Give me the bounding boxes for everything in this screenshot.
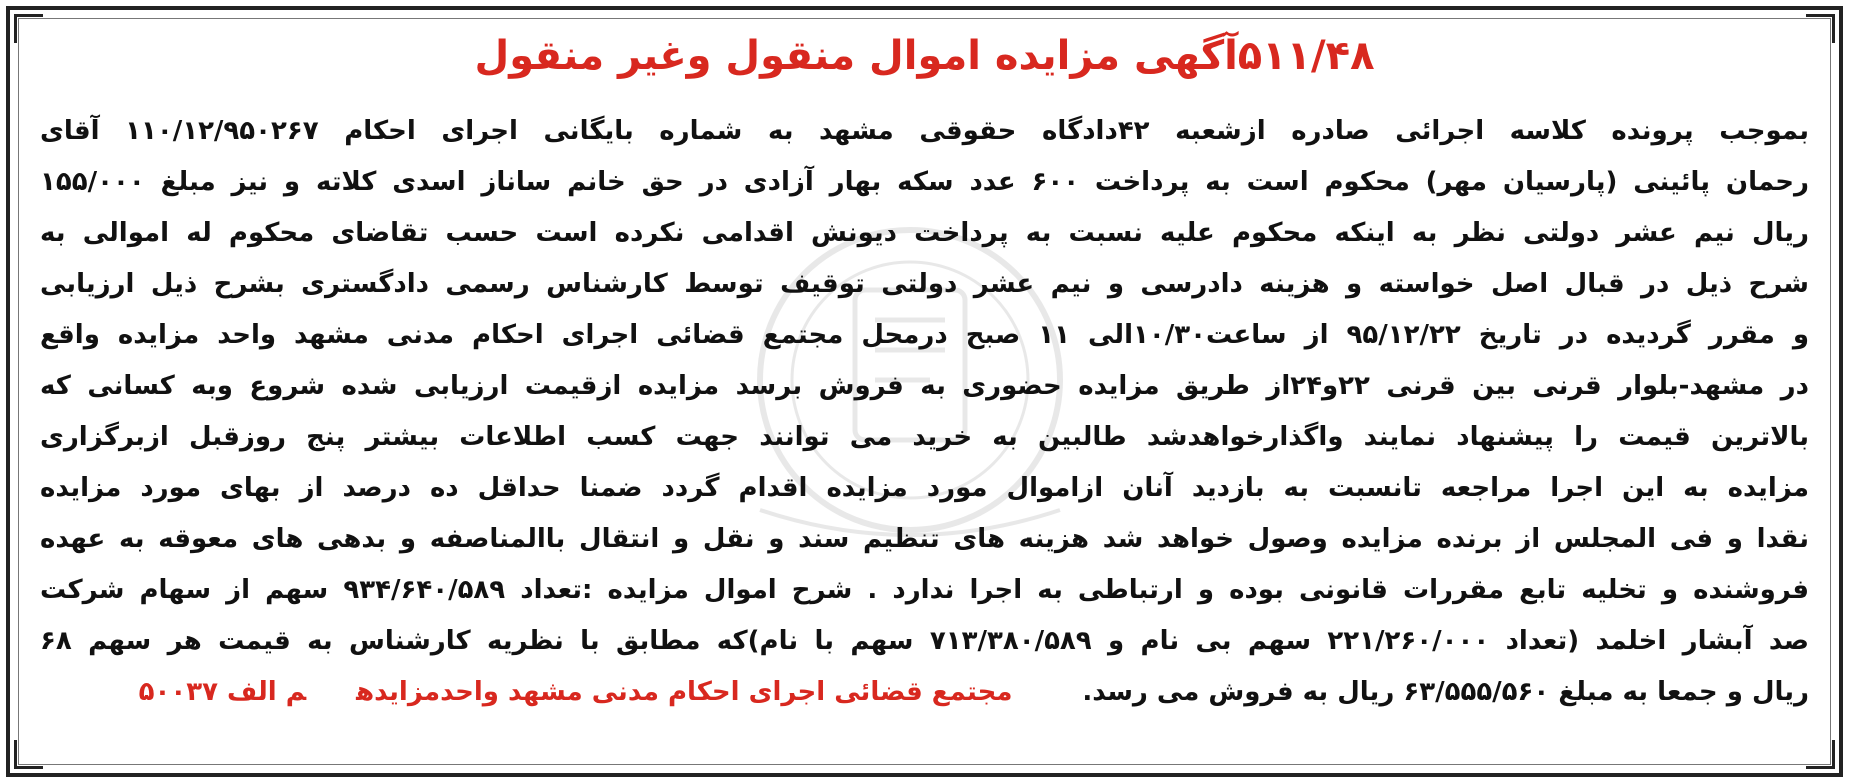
body-line: ریال و جمعا به مبلغ ۶۳/۵۵۵/۵۶۰ ریال به فروش می رسد.	[1082, 677, 1809, 707]
body-line: فروشنده و تخلیه تابع مقررات قانونی بوده و ارتباطی به اجرا ندارد . شرح اموال مزایده :تعداد ۹۳۴/۶۴۰/۵۸۹ سهم از سهام شرکت	[40, 575, 1809, 605]
body-line: و مقرر گردیده در تاریخ ۹۵/۱۲/۲۲ از ساعت۱۰/۳۰الی ۱۱ صبح درمحل مجتمع قضائی اجرای احکام مدنی مشهد واحد مزایده واقع	[40, 320, 1809, 350]
body-line: رحمان پائینی (پارسیان مهر) محکوم است به پرداخت ۶۰۰ عدد سکه بهار آزادی در حق خانم ساناز اسدی کلاته و نیز مبلغ ۱۵۵/۰۰۰	[40, 167, 1809, 197]
notice-title: ۵۱۱/۴۸آگهی مزایده اموال منقول وغیر منقول	[474, 33, 1375, 79]
body-line: ریال نیم عشر دولتی نظر به اینکه محکوم علیه نسبت به پرداخت دیونش اقدامی نکرده است حسب تقاضای محکوم له اموالی به	[40, 218, 1809, 248]
body-line: شرح ذیل در قبال اصل خواسته و هزینه دادرسی و نیم عشر دولتی توقیف توسط کارشناس رسمی دادگستری بشرح ذیل ارزیابی	[40, 269, 1809, 299]
body-line: بالاترین قیمت را پیشنهاد نمایند واگذارخواهدشد طالبین به خرید می توانند جهت کسب اطلاعات بیشتر پنج روزقبل ازبرگزاری	[40, 422, 1809, 452]
corner-ornament	[14, 14, 43, 43]
corner-ornament	[1806, 740, 1835, 769]
body-line: صد آبشار اخلمد (تعداد ۲۲۱/۲۶۰/۰۰۰ سهم بی نام و ۷۱۳/۳۸۰/۵۸۹ سهم با نام)که مطابق با نظریه کارشناس به قیمت هر سهم ۶۸	[40, 626, 1809, 656]
notice-body	[40, 106, 1809, 718]
body-line: نقدا و فی المجلس از برنده مزایده وصول خواهد شد هزینه های تنظیم سند و نقل و انتقال باالمناصفه و بدهی های معوقه به عهده	[40, 524, 1809, 554]
corner-ornament	[14, 740, 43, 769]
body-last-line	[40, 667, 1809, 718]
notice-frame	[6, 6, 1843, 777]
body-line: در مشهد-بلوار قرنی بین قرنی ۲۲و۲۴از طریق مزایده حضوری به فروش برسد مزایده ازقیمت ارزیابی شده شروع وبه کسانی که	[40, 371, 1809, 401]
body-line: بموجب پرونده کلاسه اجرائی صادره ازشعبه ۴۲دادگاه حقوقی مشهد به شماره بایگانی اجرای احکام ۱۱۰/۱۲/۹۵۰۲۶۷ آقای	[40, 116, 1809, 146]
corner-ornament	[1806, 14, 1835, 43]
issuer-signature: مجتمع قضائی اجرای احکام مدنی مشهد واحدمزایده	[356, 677, 1013, 707]
notice-code: م الف ۵۰۰۳۷	[138, 677, 307, 707]
body-line: مزایده به این اجرا مراجعه تانسبت به بازدید آنان ازاموال مورد مزایده اقدام گردد ضمنا حداقل ده درصد از بهای مورد مزایده	[40, 473, 1809, 503]
